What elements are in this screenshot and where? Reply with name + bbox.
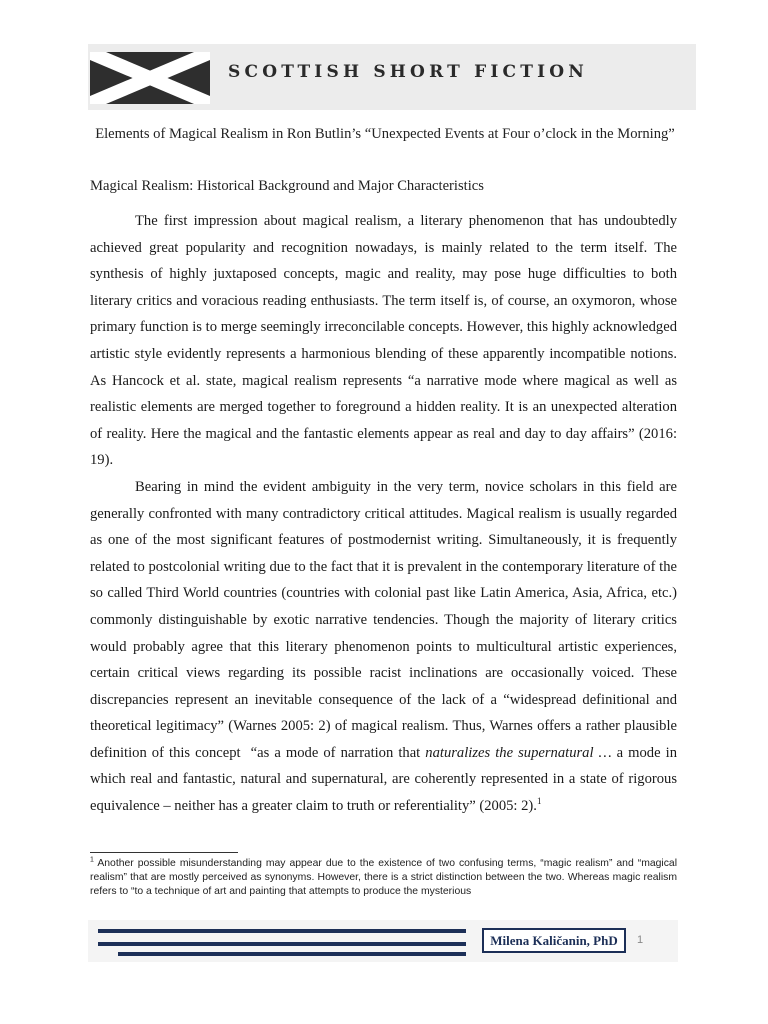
paragraph-2 — [90, 474, 677, 820]
footer-bar — [98, 942, 466, 946]
section-heading: Magical Realism: Historical Background and Major Characteristics — [90, 178, 484, 194]
footnote-divider — [90, 852, 238, 853]
author-name: Milena Kaličanin, PhD — [490, 932, 618, 948]
footnote — [90, 857, 677, 900]
footnote-text: Another possible misunderstanding may appear due to the existence of two confusing terms, “magic realism” and “magical realism” that are mostly perceived as synonyms. However, there is a strict distinction between the two. Whereas magic realism refers to “to a technique of art and painting that attempts to produce the mysterious — [90, 858, 677, 898]
saltire-flag-icon — [90, 52, 210, 104]
footnote-reference[interactable]: 1 — [536, 796, 542, 807]
footer-bar — [98, 929, 466, 933]
page-number: 1 — [637, 934, 644, 946]
document-title: Elements of Magical Realism in Ron Butlin’s “Unexpected Events at Four o’clock in the Morning” — [95, 126, 675, 142]
paragraph-1: The first impression about magical realism, a literary phenomenon that has undoubtedly achieved great popularity and recognition nowadays, is mainly related to the term itself. The synthesis of highly juxtaposed concepts, magic and reality, may pose huge difficulties to both literary critics and voracious reading enthusiasts. The term itself is, of course, an oxymoron, whose primary function is to merge seemingly irreconcilable concepts. However, this highly acknowledged artistic style evidently represents a harmonious blending of these apparently incompatible notions. As Hancock et al. state, magical realism represents “a narrative mode where magical as well as realistic elements are merged together to foreground a hidden reality. It is an unexpected alteration of reality. Here the magical and the fantastic elements appear as real and day to day affairs” (2016: 19). — [90, 213, 677, 469]
author-box — [482, 928, 626, 953]
banner-title: SCOTTISH SHORT FICTION — [228, 62, 588, 82]
footnote-number: 1 — [90, 856, 94, 864]
body-text — [90, 208, 677, 820]
paragraph-2-italic-quote: naturalizes the supernatural … — [425, 744, 612, 761]
paragraph-2-text-start: Bearing in mind the evident ambiguity in the very term, novice scholars in this field are generally confronted with many contradictory critical attitudes. Magical realism is usually regarded as one of the most significant features of postmodernist writing. Simultaneously, it is frequently related to postcolonial writing due to the fact that it is prevalent in the contemporary literature of the so called Third World countries (countries with colonial past like Latin America, Asia, Africa, etc.) commonly distinguishable by exotic narrative tendencies. Though the majority of literary critics would probably agree that this literary phenomenon points to multicultural artistic experiences, certain critical views regarding its possible racist inclinations are occasionally voiced. These discrepancies represent an inevitable consequence of the lack of a “widespread definitional and theoretical legitimacy” (Warnes 2005: 2) of magical realism. Thus, Warnes offers a rather plausible definition of this concept “as a mode of narration that — [90, 478, 677, 761]
footer-bar — [118, 952, 466, 956]
paragraph-2-text-end: a mode in which real and fantastic, natural and supernatural, are coherently represented in a state of rigorous equivalence – neither has a greater claim to truth or referentiality” (2005: 2). — [90, 744, 677, 815]
